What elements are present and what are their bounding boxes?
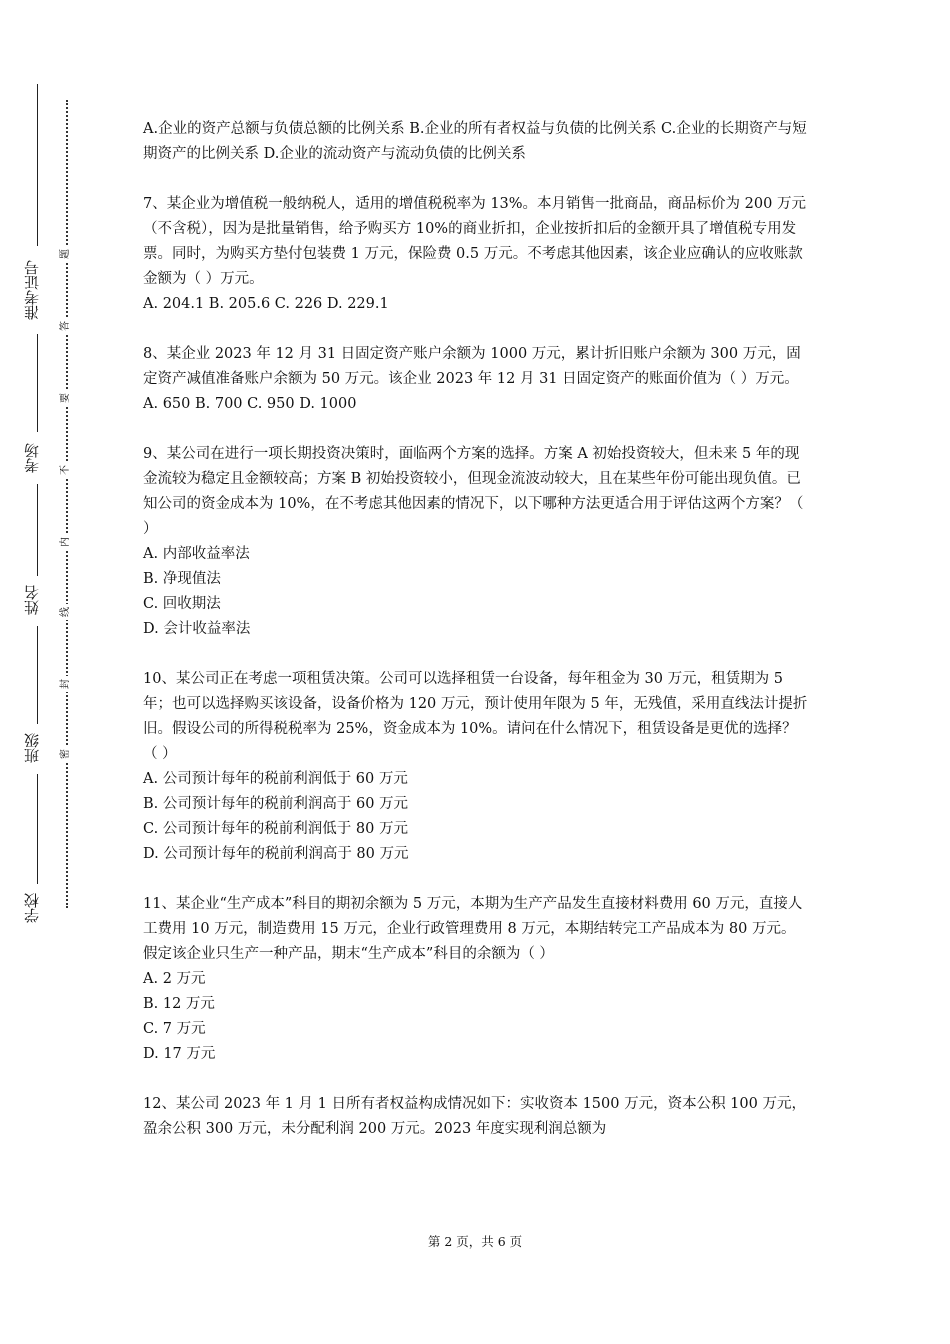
school-label: 学校: [23, 893, 41, 923]
question-stem: 8、某企业 2023 年 12 月 31 日固定资产账户余额为 1000 万元，累计折旧账户余额为 300 万元，固定资产减值准备账户余额为 50 万元。该企业 2023 年 12 月 31 日固定资产的账面价值为（ ）万元。: [143, 346, 801, 387]
seal-char: 内: [58, 534, 74, 550]
question-12: [143, 1092, 808, 1142]
question-6-tail: [143, 117, 808, 167]
question-options-text: A.企业的资产总额与负债总额的比例关系 B.企业的所有者权益与负债的比例关系 C.企业的长期资产与短期资产的比例关系 D.企业的流动资产与流动负债的比例关系: [143, 121, 807, 162]
option-a: A. 内部收益率法: [143, 546, 250, 562]
option-c: C. 7 万元: [143, 1021, 206, 1037]
seal-char: 不: [58, 462, 74, 478]
question-options-line: A. 204.1 B. 205.6 C. 226 D. 229.1: [143, 296, 389, 312]
option-b: B. 公司预计每年的税前利润高于 60 万元: [143, 796, 409, 812]
question-11: [143, 892, 808, 1067]
binding-rule: [37, 84, 38, 246]
option-a: A. 公司预计每年的税前利润低于 60 万元: [143, 771, 408, 787]
binding-rule: [37, 334, 38, 432]
binding-rule: [37, 484, 38, 576]
seal-dotted-line: [66, 100, 68, 908]
question-8: [143, 342, 808, 417]
option-d: D. 会计收益率法: [143, 621, 251, 637]
seal-char: 答: [58, 318, 74, 334]
binding-rule: [37, 774, 38, 884]
question-stem: 9、某公司在进行一项长期投资决策时，面临两个方案的选择。方案 A 初始投资较大，但未来 5 年的现金流较为稳定且金额较高；方案 B 初始投资较小，但现金流波动较大，且在某些年份可能出现负值。已知公司的资金成本为 10%，在不考虑其他因素的情况下，以下哪种方法更适合用于评估这两个方案？（ ）: [143, 446, 804, 537]
seal-char: 题: [58, 246, 74, 262]
class-label: 班级: [23, 733, 41, 763]
seal-char: 线: [58, 604, 74, 620]
binding-rule: [37, 626, 38, 724]
option-d: D. 公司预计每年的税前利润高于 80 万元: [143, 846, 409, 862]
question-stem: 12、某公司 2023 年 1 月 1 日所有者权益构成情况如下：实收资本 1500 万元，资本公积 100 万元，盈余公积 300 万元，未分配利润 200 万元。2023 年度实现利润总额为: [143, 1096, 806, 1137]
option-b: B. 12 万元: [143, 996, 215, 1012]
question-9: [143, 442, 808, 642]
question-stem: 11、某企业“生产成本”科目的期初余额为 5 万元，本期为生产产品发生直接材料费用 60 万元，直接人工费用 10 万元，制造费用 15 万元，企业行政管理费用 8 万元，本期结转完工产品成本为 80 万元。假定该企业只生产一种产品，期末“生产成本”科目的余额为（ ）: [143, 896, 803, 962]
seal-char: 密: [58, 746, 74, 762]
page-footer: 第 2 页，共 6 页: [427, 1234, 523, 1249]
exam-room-label: 考场: [23, 443, 41, 473]
name-label: 姓名: [23, 585, 41, 615]
question-10: [143, 667, 808, 867]
ticket-no-label: 准考证号: [23, 260, 41, 320]
question-stem: 10、某公司正在考虑一项租赁决策。公司可以选择租赁一台设备，每年租金为 30 万元，租赁期为 5 年；也可以选择购买该设备，设备价格为 120 万元，预计使用年限为 5 年，无残值，采用直线法计提折旧。假设公司的所得税税率为 25%，资金成本为 10%。请问在什么情况下，租赁设备是更优的选择？（ ）: [143, 671, 808, 762]
question-7: [143, 192, 808, 317]
option-c: C. 回收期法: [143, 596, 221, 612]
option-b: B. 净现值法: [143, 571, 221, 587]
seal-char: 封: [58, 676, 74, 692]
question-options-line: A. 650 B. 700 C. 950 D. 1000: [143, 396, 357, 412]
option-a: A. 2 万元: [143, 971, 206, 987]
question-content: [143, 117, 808, 1167]
option-c: C. 公司预计每年的税前利润低于 80 万元: [143, 821, 408, 837]
option-d: D. 17 万元: [143, 1046, 216, 1062]
seal-char: 要: [58, 390, 74, 406]
question-stem: 7、某企业为增值税一般纳税人，适用的增值税税率为 13%。本月销售一批商品，商品标价为 200 万元（不含税），因为是批量销售，给予购买方 10%的商业折扣，企业按折扣后的金额开具了增值税专用发票。同时，为购买方垫付包装费 1 万元，保险费 0.5 万元。不考虑其他因素，该企业应确认的应收账款金额为（ ）万元。: [143, 196, 806, 287]
